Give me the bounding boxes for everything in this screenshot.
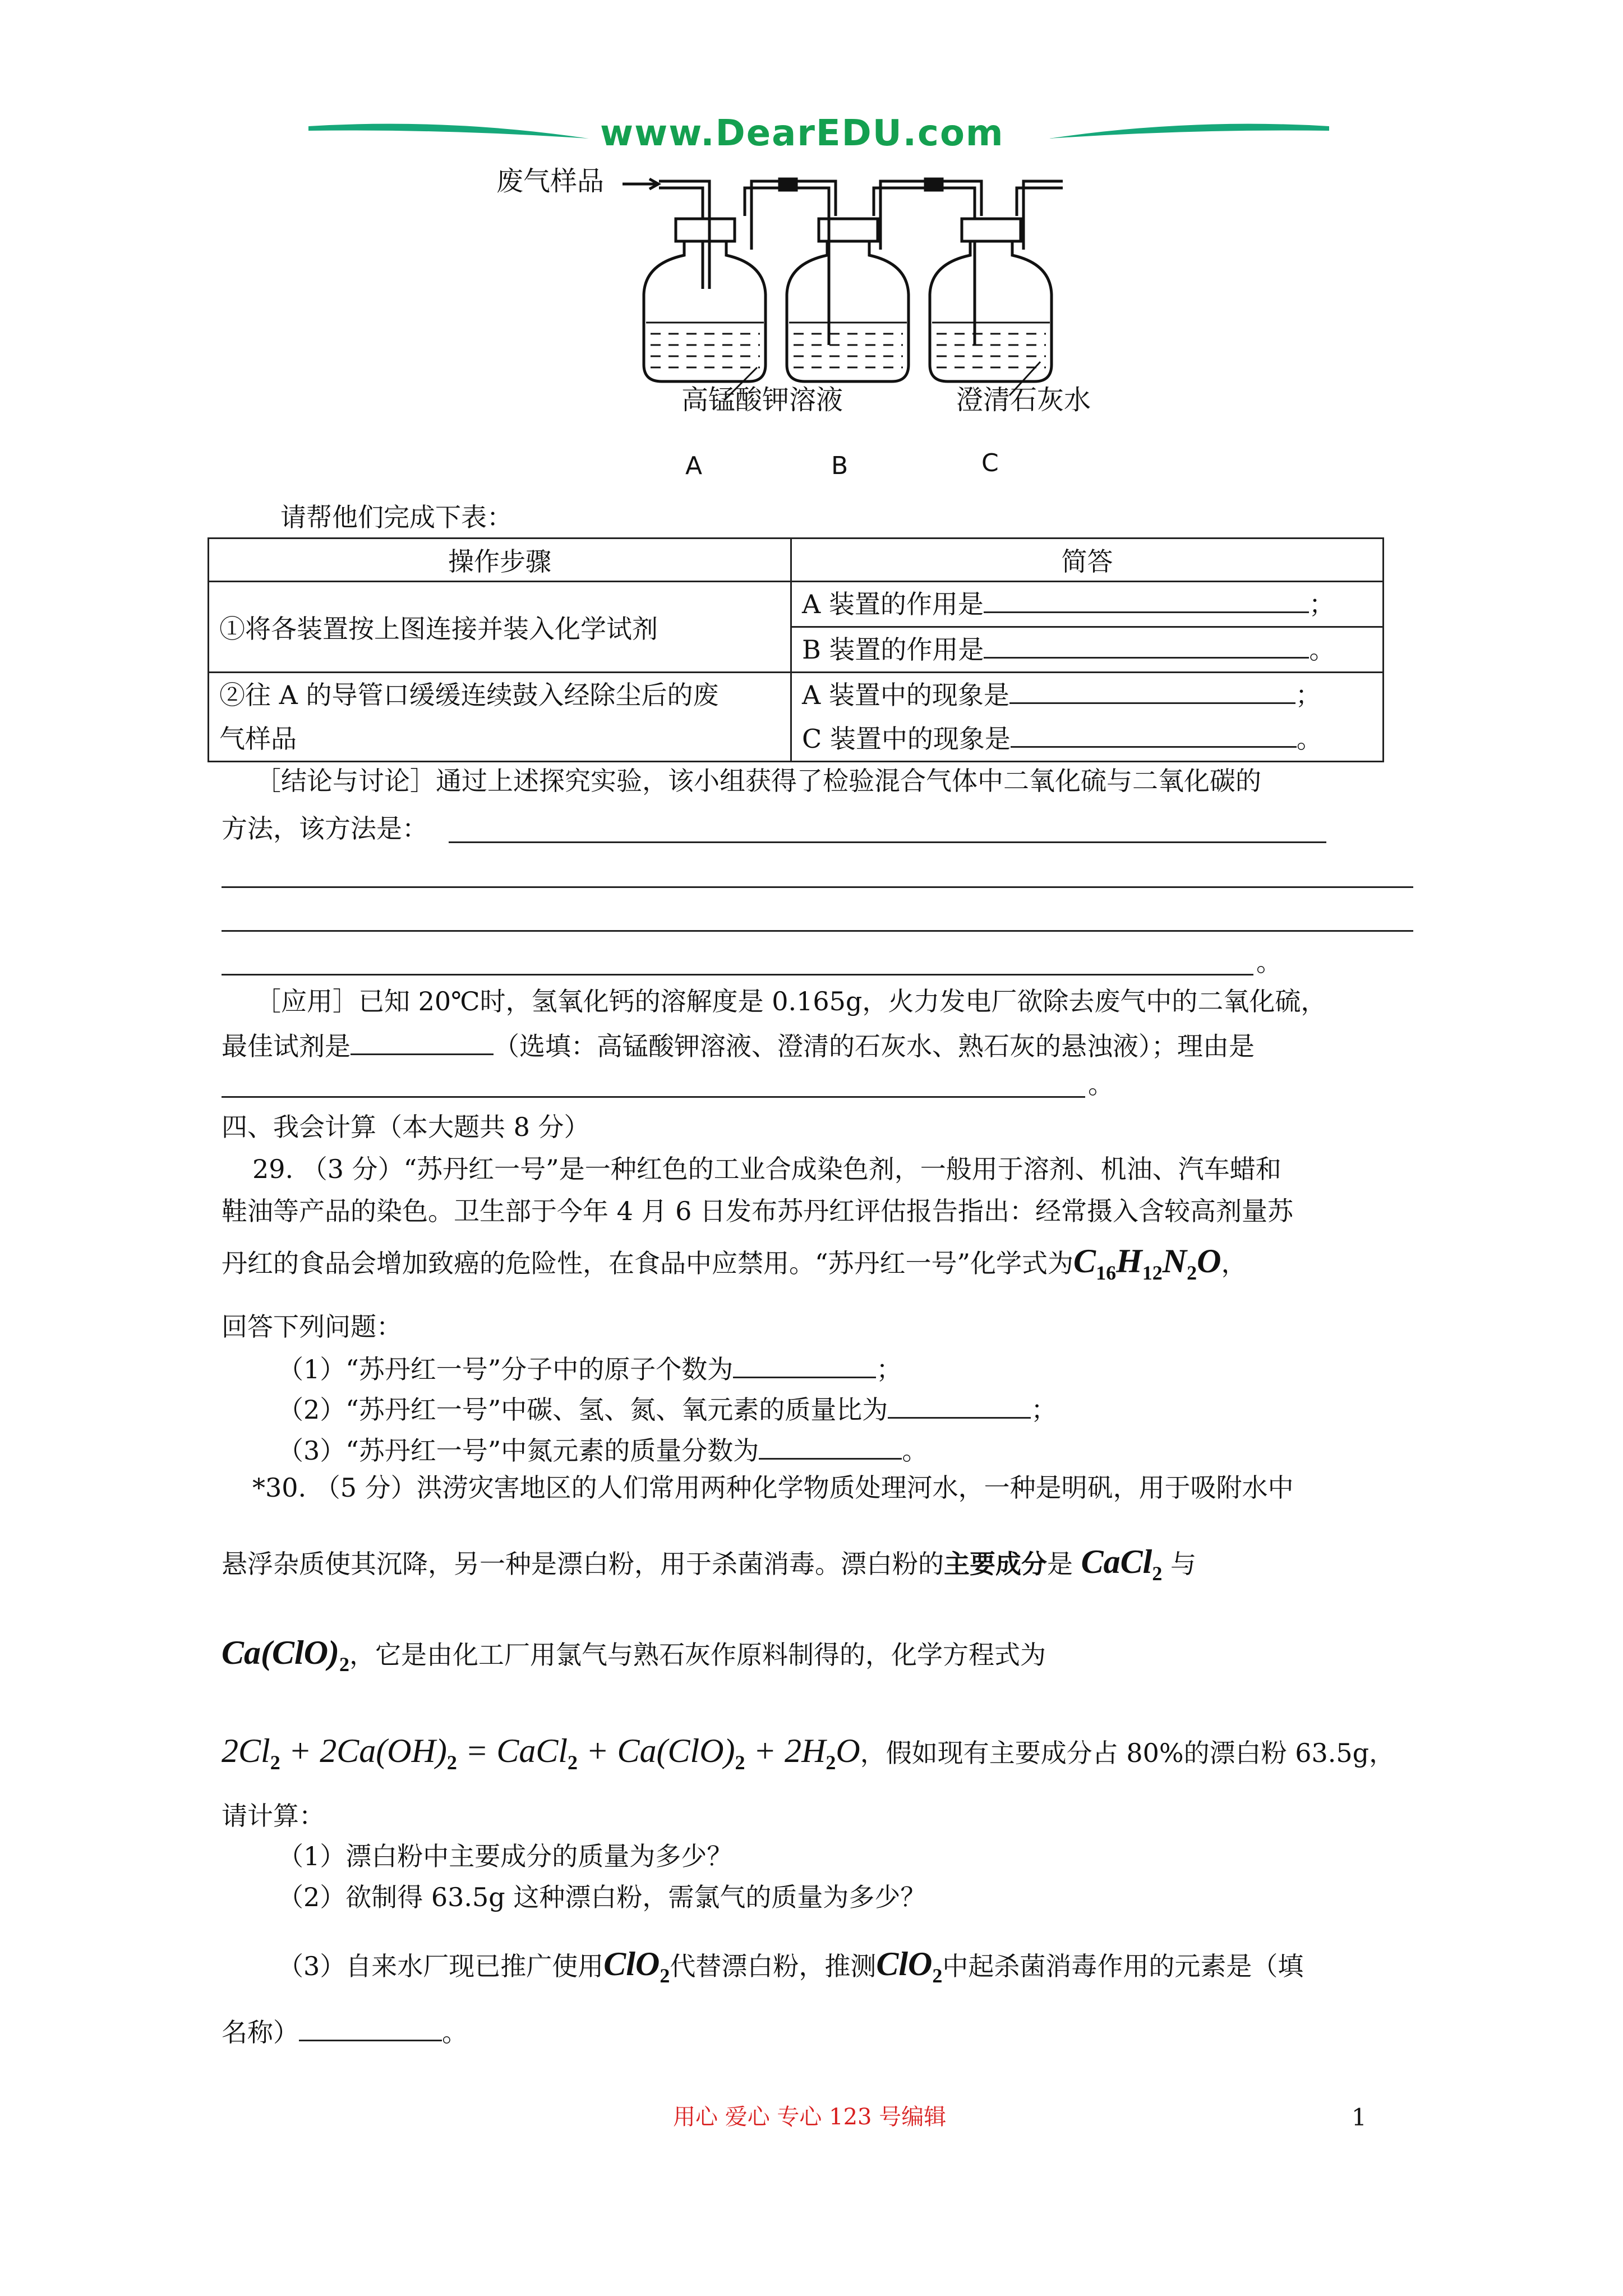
q30-sub3-text: （3）自来水厂现已推广使用 xyxy=(278,1951,604,1981)
q29-sub1-text: （1）“苏丹红一号”分子中的原子个数为 xyxy=(278,1354,734,1384)
row2-step-line2: 气样品 xyxy=(219,724,297,754)
table-row xyxy=(209,673,1384,762)
q29-line4: 回答下列问题： xyxy=(222,1312,402,1342)
banner-swoosh-left xyxy=(308,115,589,154)
q29-line3 xyxy=(222,1241,1247,1285)
experiment-table xyxy=(208,537,1384,762)
punct: ； xyxy=(1031,1395,1057,1425)
punct: 。 xyxy=(1309,634,1335,665)
q30-line4-text: ，假如现有主要成分占 80%的漂白粉 63.5g， xyxy=(860,1738,1395,1768)
answer-blank[interactable] xyxy=(351,1028,494,1055)
q30-line3 xyxy=(222,1632,1046,1677)
punct: 。 xyxy=(442,2017,468,2047)
apparatus-figure xyxy=(488,160,1133,491)
q30-key-term: 主要成分 xyxy=(944,1549,1047,1579)
answer-blank[interactable] xyxy=(222,974,1253,976)
q30-line2-and: 与 xyxy=(1170,1549,1196,1579)
q30-sub2: （2）欲制得 63.5g 这种漂白粉，需氯气的质量为多少？ xyxy=(278,1882,926,1912)
site-logo: www.DearEDU.com xyxy=(600,113,1004,154)
application-end: 。 xyxy=(1088,1069,1114,1099)
row2-answers xyxy=(791,673,1384,762)
application-options: （选填：高锰酸钾溶液、澄清的石灰水、熟石灰的悬浊液）；理由是 xyxy=(494,1031,1255,1061)
bottle-label-c: C xyxy=(981,449,999,477)
q30-line1: *30. （5 分）洪涝灾害地区的人们常用两种化学物质处理河水，一种是明矾，用于吸附水中 xyxy=(252,1473,1294,1503)
q30-line2-is: 是 xyxy=(1047,1549,1073,1579)
row1-answers xyxy=(791,582,1384,673)
row2-step-line1: ②往 A 的导管口缓缓连续鼓入经除尘后的废 xyxy=(219,680,719,710)
q30-sub3-tail: 中起杀菌消毒作用的元素是（填 xyxy=(942,1951,1304,1981)
header-answers: 简答 xyxy=(791,539,1384,582)
answer-blank[interactable] xyxy=(222,930,1413,932)
bottle-label-b: B xyxy=(831,452,849,480)
answer-blank[interactable] xyxy=(449,841,1326,843)
application-line2 xyxy=(222,1028,1255,1062)
punct: ， xyxy=(1221,1248,1247,1278)
conclusion-end: 。 xyxy=(1256,947,1282,977)
q30-line3-text: ，它是由化工厂用氯气与熟石灰作原料制得的，化学方程式为 xyxy=(349,1640,1046,1670)
answer-blank[interactable] xyxy=(1011,720,1297,748)
row2-step xyxy=(209,673,791,762)
row2-answer-c: C 装置中的现象是 xyxy=(802,724,1011,754)
answer-blank[interactable] xyxy=(984,586,1309,613)
section-title: 四、我会计算（本大题共 8 分） xyxy=(222,1112,590,1142)
answer-blank[interactable] xyxy=(888,1391,1031,1419)
punct: ； xyxy=(876,1354,902,1384)
formula-chlorine-dioxide: ClO$_2$ xyxy=(876,1945,943,1987)
formula-reaction-equation: $2Cl_2 + 2Ca(OH)_2$ = CaCl$_2$ + $Ca(ClO)_2 + 2H_2O$ xyxy=(222,1732,860,1774)
q30-line2-text: 悬浮杂质使其沉降，另一种是漂白粉，用于杀菌消毒。漂白粉的 xyxy=(222,1549,944,1579)
formula-calcium-hypochlorite: $Ca(ClO)_2$ xyxy=(222,1634,349,1676)
q30-sub3-line2 xyxy=(222,2014,468,2048)
q29-line3-text: 丹红的食品会增加致癌的危险性，在食品中应禁用。“苏丹红一号”化学式为 xyxy=(222,1248,1074,1278)
answer-blank[interactable] xyxy=(299,2014,442,2041)
q29-sub2 xyxy=(278,1391,1057,1425)
row1-answer-b: B 装置的作用是 xyxy=(802,634,984,665)
banner-swoosh-right xyxy=(1049,115,1329,154)
page-number: 1 xyxy=(1352,2104,1367,2131)
q30-line4 xyxy=(222,1731,1395,1775)
answer-blank[interactable] xyxy=(984,631,1309,659)
application-prefix: 最佳试剂是 xyxy=(222,1031,351,1061)
q30-sub3-mid: 代替漂白粉，推测 xyxy=(670,1951,877,1981)
q29-sub2-text: （2）“苏丹红一号”中碳、氢、氮、氧元素的质量比为 xyxy=(278,1395,888,1425)
formula-chlorine-dioxide: ClO$_2$ xyxy=(603,1945,670,1987)
q29-line1: 29. （3 分）“苏丹红一号”是一种红色的工业合成染色剂，一般用于溶剂、机油、汽车蜡和 xyxy=(252,1154,1281,1184)
conclusion-line2: 方法，该方法是： xyxy=(222,813,428,844)
punct: 。 xyxy=(1296,724,1322,754)
q30-sub3-name: 名称） xyxy=(222,2017,299,2047)
punct: ； xyxy=(1308,589,1335,619)
formula-calcium-chloride: CaCl$_2$ xyxy=(1081,1543,1163,1585)
q29-line2: 鞋油等产品的染色。卫生部于今年 4 月 6 日发布苏丹红评估报告指出：经常摄入含较高剂量苏 xyxy=(222,1196,1294,1226)
formula-sudan-red: $C_{16}H_{12}N_2O$ xyxy=(1073,1243,1221,1284)
table-row xyxy=(209,582,1384,673)
q30-sub1: （1）漂白粉中主要成分的质量为多少？ xyxy=(278,1841,733,1871)
inlet-label: 废气样品 xyxy=(496,165,605,197)
application-line1: ［应用］已知 20℃时，氢氧化钙的溶解度是 0.165g，火力发电厂欲除去废气中的二氧化硫， xyxy=(255,986,1327,1016)
footer-text: 用心 爱心 专心 123 号编辑 xyxy=(673,2104,947,2130)
q30-line5: 请计算： xyxy=(222,1801,325,1831)
header-steps: 操作步骤 xyxy=(209,539,791,582)
q29-sub3 xyxy=(278,1432,928,1466)
q29-sub1 xyxy=(278,1351,902,1385)
table-intro: 请帮他们完成下表： xyxy=(280,502,513,532)
row1-step: ①将各装置按上图连接并装入化学试剂 xyxy=(209,582,791,673)
header-banner xyxy=(308,115,1329,154)
answer-blank[interactable] xyxy=(733,1351,876,1378)
answer-blank[interactable] xyxy=(759,1432,902,1460)
punct: ； xyxy=(1295,680,1321,710)
label-potassium-permanganate: 高锰酸钾溶液 xyxy=(681,384,843,416)
q29-sub3-text: （3）“苏丹红一号”中氮元素的质量分数为 xyxy=(278,1435,759,1466)
answer-blank[interactable] xyxy=(1009,677,1295,704)
gas-washing-bottles-diagram xyxy=(488,160,1133,491)
conclusion-line1: ［结论与讨论］通过上述探究实验，该小组获得了检验混合气体中二氧化硫与二氧化碳的 xyxy=(255,766,1261,796)
label-limewater: 澄清石灰水 xyxy=(956,384,1091,416)
punct: 。 xyxy=(902,1435,928,1466)
answer-blank[interactable] xyxy=(222,1096,1085,1098)
answer-blank[interactable] xyxy=(222,886,1413,888)
q30-line2 xyxy=(222,1542,1196,1586)
row2-answer-a: A 装置中的现象是 xyxy=(802,680,1009,710)
bottle-label-a: A xyxy=(685,452,703,480)
table-header-row xyxy=(209,539,1384,582)
row1-answer-a: A 装置的作用是 xyxy=(802,589,984,619)
q30-sub3 xyxy=(278,1944,1303,1988)
